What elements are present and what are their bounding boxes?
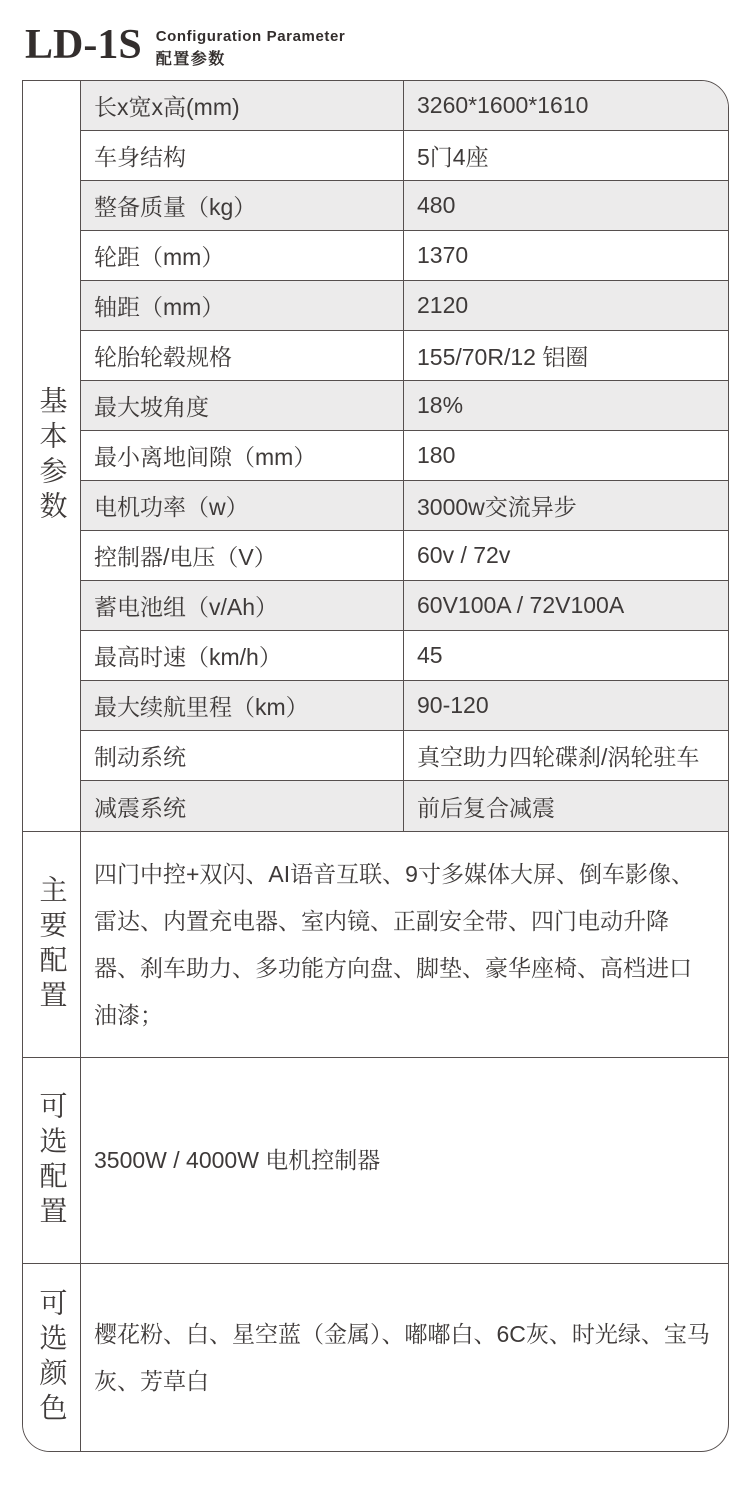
param-name-cell: 减震系统 <box>81 781 404 831</box>
param-name-cell: 整备质量（kg） <box>81 181 404 230</box>
header-subtitle <box>156 24 346 69</box>
optional-colors-content: 樱花粉、白、星空蓝（金属）、嘟嘟白、6C灰、时光绿、宝马灰、芳草白 <box>94 1320 710 1394</box>
spec-table <box>22 80 729 1452</box>
table-row <box>81 231 728 281</box>
section-optional-config <box>23 1057 728 1263</box>
table-row <box>81 481 728 531</box>
table-row <box>81 81 728 131</box>
param-value-cell: 60v / 72v <box>417 542 511 568</box>
param-name-cell: 长x宽x高(mm) <box>81 81 404 130</box>
param-name-cell: 轮胎轮毂规格 <box>81 331 404 380</box>
param-value-cell: 真空助力四轮碟刹/涡轮驻车 <box>417 744 700 770</box>
param-value-cell: 90-120 <box>417 692 489 718</box>
param-name-cell: 车身结构 <box>81 131 404 180</box>
table-row <box>81 431 728 481</box>
table-row <box>81 681 728 731</box>
param-name-cell: 最小离地间隙（mm） <box>81 431 404 480</box>
section-label-text: 基本参数 <box>36 386 68 526</box>
param-value-cell: 18% <box>417 392 464 418</box>
param-value-cell: 45 <box>417 642 443 668</box>
param-name-cell: 蓄电池组（v/Ah） <box>81 581 404 630</box>
param-value-cell: 5门4座 <box>417 144 489 170</box>
param-value-cell: 3260*1600*1610 <box>417 92 589 118</box>
section-main-config <box>23 831 728 1057</box>
param-name-cell: 控制器/电压（V） <box>81 531 404 580</box>
param-value-cell: 480 <box>417 192 456 218</box>
brand-logo: LD-1S <box>25 22 142 68</box>
subtitle-english: Configuration Parameter <box>155 28 346 45</box>
param-value-cell: 3000w交流异步 <box>417 494 577 520</box>
section-label-text: 可选颜色 <box>36 1287 68 1428</box>
param-value-cell: 180 <box>417 442 456 468</box>
param-name-cell: 最大坡角度 <box>81 381 404 430</box>
table-row <box>81 281 728 331</box>
param-name-cell: 轮距（mm） <box>81 231 404 280</box>
section-label-text: 可选配置 <box>36 1090 68 1231</box>
param-name-cell: 电机功率（w） <box>81 481 404 530</box>
table-row <box>81 581 728 631</box>
table-row <box>81 731 728 781</box>
param-value-cell: 155/70R/12 铝圈 <box>417 344 589 370</box>
header <box>25 24 345 69</box>
table-row <box>81 631 728 681</box>
table-row <box>81 181 728 231</box>
table-row <box>81 331 728 381</box>
table-row <box>81 781 728 831</box>
section-basic-parameters <box>23 81 728 831</box>
optional-config-content: 3500W / 4000W 电机控制器 <box>94 1147 381 1173</box>
param-value-cell: 前后复合减震 <box>417 794 555 821</box>
table-row <box>81 531 728 581</box>
table-row <box>81 131 728 181</box>
main-config-content: 四门中控+双闪、AI语音互联、9寸多媒体大屏、倒车影像、雷达、内置充电器、室内镜、正副安全带、四门电动升降器、刹车助力、多功能方向盘、脚垫、豪华座椅、高档进口油漆； <box>94 860 694 1028</box>
param-name-cell: 制动系统 <box>81 731 404 780</box>
section-label-optional-colors <box>23 1264 81 1451</box>
param-value-cell: 2120 <box>417 292 469 318</box>
section-label-optional-config <box>23 1058 81 1263</box>
table-row <box>81 381 728 431</box>
section-label-basic <box>23 81 81 831</box>
param-name-cell: 轴距（mm） <box>81 281 404 330</box>
section-label-main-config <box>23 832 81 1057</box>
section-label-text: 主要配置 <box>36 874 68 1015</box>
param-name-cell: 最高时速（km/h） <box>81 631 404 680</box>
param-name-cell: 最大续航里程（km） <box>81 681 404 730</box>
param-value-cell: 60V100A / 72V100A <box>417 592 625 618</box>
subtitle-chinese: 配置参数 <box>155 51 226 68</box>
param-value-cell: 1370 <box>417 242 469 268</box>
section-optional-colors <box>23 1263 728 1451</box>
basic-parameters-body <box>81 81 728 831</box>
